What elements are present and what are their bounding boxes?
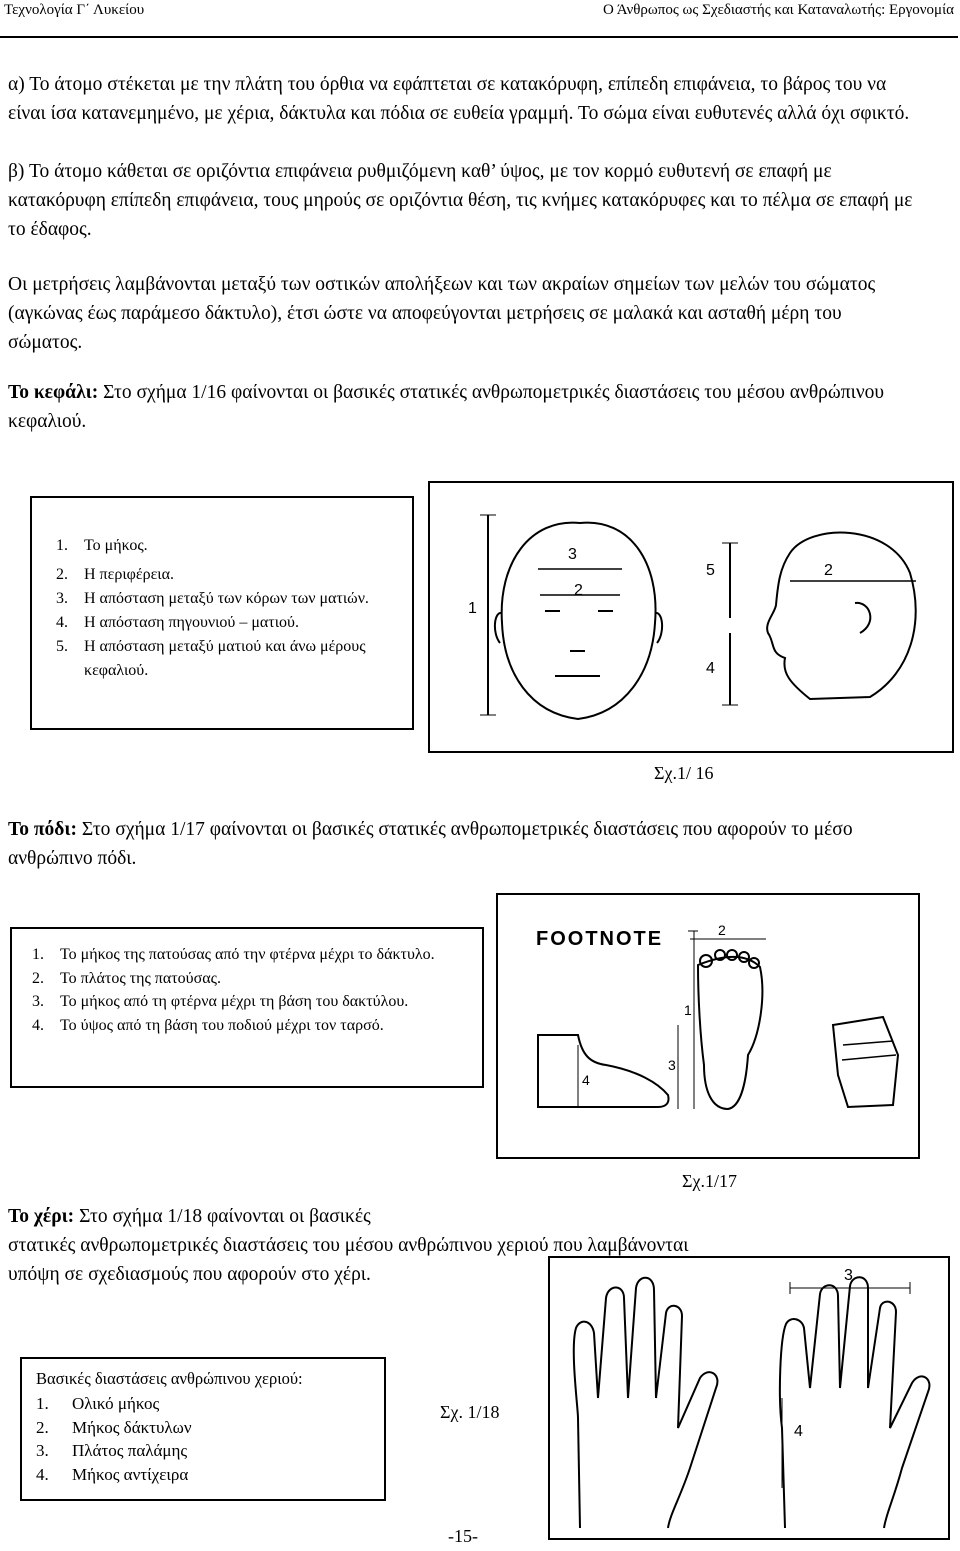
foot-label-1: 1 <box>684 1002 692 1018</box>
foot-list <box>32 943 472 1037</box>
head-list <box>56 534 396 683</box>
list-item: 1. Ολικό μήκος <box>36 1394 160 1413</box>
header-left: Τεχνολογία Γ΄ Λυκείου <box>4 2 145 18</box>
hand-section-title: Το χέρι: <box>8 1206 75 1227</box>
list-item: 5. Η απόσταση μεταξύ ματιού και άνω μέρους κεφαλιού. <box>56 638 366 679</box>
hand-label-3: 3 <box>844 1267 853 1284</box>
head-drawing <box>430 483 952 751</box>
head-label-2: 2 <box>574 582 583 599</box>
list-item: 1. Το μήκος. <box>56 537 148 554</box>
hand-list <box>36 1392 376 1486</box>
foot-section-title: Το πόδι: <box>8 819 77 840</box>
hand-drawing <box>550 1258 948 1538</box>
list-item: 3. Πλάτος παλάμης <box>36 1441 188 1460</box>
foot-figure <box>496 893 920 1159</box>
hand-figure <box>548 1256 950 1540</box>
head-list-box <box>30 496 414 730</box>
list-item: 4. Μήκος αντίχειρα <box>36 1464 189 1484</box>
header-rule <box>0 36 958 38</box>
list-item: 4. Το ύψος από τη βάση του ποδιού μέχρι τον ταρσό. <box>32 1016 384 1034</box>
foot-section-text: Το πόδι: Στο σχήμα 1/17 φαίνονται οι βασικές στατικές ανθρωπομετρικές διαστάσεις που αφορούν το μέσο ανθρώπινο πόδι. <box>8 819 853 869</box>
hand-box-title: Βασικές διαστάσεις ανθρώπινου χεριού: <box>36 1369 303 1388</box>
foot-drawing <box>498 895 918 1157</box>
head-side-label-5: 5 <box>706 562 715 579</box>
paragraph-a: α) Το άτομο στέκεται με την πλάτη του όρθια να εφάπτεται σε κατακόρυφη, επίπεδη επιφάνεια, το βάρος του να είναι ίσα κατανεμημένο, με χέρια, δάκτυλα και πόδια σε ευθεία γραμμή. Το σώμα είναι ευθυτενές αλλά όχι σφικτό. <box>8 74 910 124</box>
header-right: Ο Άνθρωπος ως Σχεδιαστής και Καταναλωτής: Εργονομία <box>602 2 954 18</box>
hand-label-4: 4 <box>794 1423 803 1440</box>
paragraph-measurements: Οι μετρήσεις λαμβάνονται μεταξύ των οστικών απολήξεων και των ακραίων σημείων των μελών του σώματος (αγκώνας έως παράμεσο δάκτυλο), έτσι ώστε να αποφεύγονται μετρήσεις σε μαλακά και ασταθή μέρη του σώματος. <box>8 274 876 353</box>
foot-label-4: 4 <box>582 1072 590 1088</box>
head-figure <box>428 481 954 753</box>
head-figure-caption: Σχ.1/ 16 <box>654 763 714 783</box>
foot-list-box <box>10 927 484 1088</box>
foot-figure-caption: Σχ.1/17 <box>682 1171 737 1191</box>
foot-logo: FOOTNOTE <box>536 928 664 950</box>
list-item: 4. Η απόσταση πηγουνιού – ματιού. <box>56 614 299 631</box>
list-item: 3. Η απόσταση μεταξύ των κόρων των ματιών. <box>56 590 369 607</box>
head-label-1: 1 <box>468 600 477 617</box>
paragraph-b: β) Το άτομο κάθεται σε οριζόντια επιφάνεια ρυθμιζόμενη καθ’ ύψος, με τον κορμό ευθυτενή σε επαφή με κατακόρυφη επίπεδη επιφάνεια, τους μηρούς σε οριζόντια θέση, τις κνήμες κατακόρυφες και το πέλμα σε επαφή με το έδαφος. <box>8 161 913 240</box>
list-item: 2. Μήκος δάκτυλων <box>36 1417 192 1437</box>
hand-section-text: Το χέρι: Στο σχήμα 1/18 φαίνονται οι βασικές στατικές ανθρωπομετρικές διαστάσεις του μέσου ανθρώπινου χεριού που λαμβάνονται υπόψη σε σχεδιασμούς που αφορούν στο χέρι. <box>8 1206 689 1285</box>
hand-list-box <box>20 1357 386 1501</box>
page-number: -15- <box>448 1526 478 1546</box>
list-item: 2. Το πλάτος της πατούσας. <box>32 969 221 987</box>
foot-label-2: 2 <box>718 922 726 938</box>
head-label-3: 3 <box>568 546 577 563</box>
head-side-label-4: 4 <box>706 660 715 677</box>
head-section-title: Το κεφάλι: <box>8 382 99 403</box>
head-section-text: Το κεφάλι: Στο σχήμα 1/16 φαίνονται οι βασικές στατικές ανθρωπομετρικές διαστάσεις του μέσου ανθρώπινου κεφαλιού. <box>8 382 885 432</box>
hand-figure-caption: Σχ. 1/18 <box>440 1402 500 1422</box>
list-item: 3. Το μήκος από τη φτέρνα μέχρι τη βάση του δακτύλου. <box>32 993 409 1010</box>
list-item: 2. Η περιφέρεια. <box>56 566 174 583</box>
list-item: 1. Το μήκος της πατούσας από την φτέρνα μέχρι το δάκτυλο. <box>32 946 435 963</box>
foot-label-3: 3 <box>668 1057 676 1073</box>
head-side-label-2: 2 <box>824 562 833 579</box>
